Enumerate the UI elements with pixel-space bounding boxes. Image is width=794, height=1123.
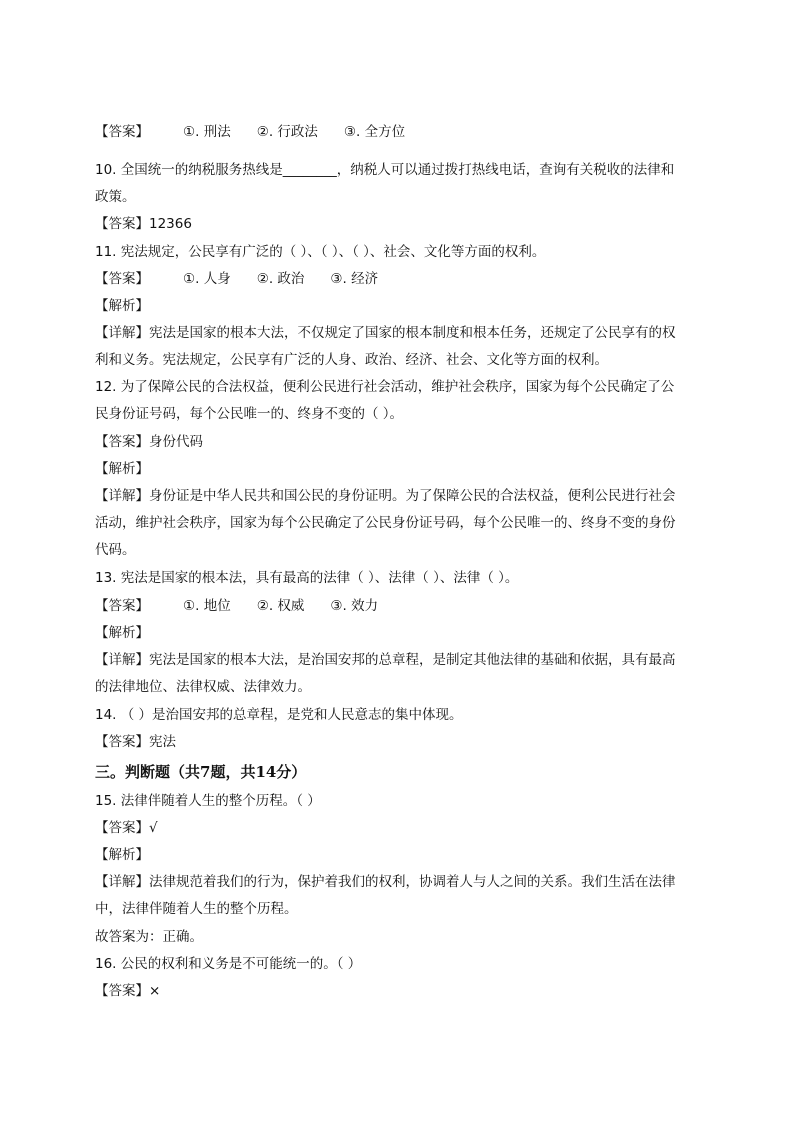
- answer-text: 12366: [149, 216, 192, 232]
- option-number: ①: [183, 271, 196, 287]
- answer-line: [95, 216, 705, 232]
- answer-text: 宪法是国家的根本大法，不仅规定了国家的根本制度和根本任务，还规定了公民享有的权: [149, 325, 676, 341]
- option-number: ②: [256, 598, 269, 614]
- text-line: 民身份证号码，每个公民唯一的、终身不变的（ ）。: [95, 406, 404, 422]
- option-text: . 全方位: [356, 124, 406, 140]
- answer-option: [344, 124, 405, 140]
- answer-line: [95, 434, 705, 450]
- answer-text: 宪法是国家的根本大法，是治国安邦的总章程，是制定其他法律的基础和依据，具有最高: [149, 652, 676, 668]
- text-line: 政策。: [95, 189, 136, 205]
- answer-text: 身份代码: [149, 434, 203, 450]
- answer-text: 身份证是中华人民共和国公民的身份证明。为了保障公民的合法权益，便利公民进行社会: [149, 488, 676, 504]
- answer-options-line: [95, 598, 705, 614]
- answer-options: [183, 271, 404, 287]
- section-heading: 三。判断题（共7题，共14分）: [95, 763, 307, 781]
- option-text: . 人身: [195, 271, 231, 287]
- answer-option: [257, 124, 318, 140]
- text-line: 故答案为：正确。: [95, 929, 203, 945]
- text-line: 代码。: [95, 542, 136, 558]
- answer-line: [95, 325, 705, 341]
- option-text: . 经济: [342, 271, 379, 287]
- answer-tag: 【解析】: [95, 298, 149, 314]
- text-line: 利和义务。宪法规定，公民享有广泛的人身、政治、经济、社会、文化等方面的权利。: [95, 352, 608, 368]
- answer-tag: 【答案】: [95, 734, 149, 750]
- answer-line: [95, 734, 705, 750]
- answer-line: [95, 652, 705, 668]
- answer-option: [330, 598, 378, 614]
- text-line: 14. （ ）是治国安邦的总章程，是党和人民意志的集中体现。: [95, 707, 463, 723]
- answer-option: [183, 271, 231, 287]
- text-line: 12. 为了保障公民的合法权益，便利公民进行社会活动，维护社会秩序，国家为每个公民确定了公: [95, 379, 675, 395]
- option-number: ①: [183, 124, 196, 140]
- option-number: ③: [343, 124, 357, 140]
- answer-tag: 【答案】: [95, 216, 149, 232]
- answer-text: √: [149, 820, 158, 836]
- answer-tag: 【解析】: [95, 461, 149, 477]
- answer-tag: 【答案】: [95, 820, 149, 836]
- answer-line: [95, 874, 705, 890]
- answer-line: [95, 820, 705, 836]
- option-text: . 行政法: [268, 124, 318, 140]
- option-number: ②: [256, 124, 269, 140]
- text-line: 11. 宪法规定，公民享有广泛的（ ）、（ ）、（ ）、社会、文化等方面的权利。: [95, 244, 546, 260]
- answer-line: [95, 461, 705, 477]
- option-number: ③: [330, 271, 343, 287]
- option-text: . 地位: [195, 598, 231, 614]
- answer-tag: 【详解】: [95, 325, 149, 341]
- answer-line: [95, 983, 705, 999]
- answer-option: [330, 271, 378, 287]
- answer-tag: 【答案】: [95, 124, 149, 140]
- answer-options-line: [95, 124, 705, 140]
- answer-option: [183, 124, 231, 140]
- option-number: ①: [183, 598, 196, 614]
- answer-options-line: [95, 271, 705, 287]
- answer-text: ×: [149, 983, 161, 999]
- answer-text: 法律规范着我们的行为，保护着我们的权利，协调着人与人之间的关系。我们生活在法律: [149, 874, 676, 890]
- option-text: . 刑法: [195, 124, 231, 140]
- answer-tag: 【答案】: [95, 983, 149, 999]
- answer-tag: 【详解】: [95, 488, 149, 504]
- answer-tag: 【解析】: [95, 625, 149, 641]
- text-line: 16. 公民的权利和义务是不可能统一的。（ ）: [95, 956, 362, 972]
- answer-line: [95, 488, 705, 504]
- answer-option: [257, 598, 305, 614]
- answer-tag: 【答案】: [95, 434, 149, 450]
- answer-text: 宪法: [149, 734, 176, 750]
- option-text: . 权威: [268, 598, 305, 614]
- answer-line: [95, 625, 705, 641]
- text-line: 活动，维护社会秩序，国家为每个公民确定了公民身份证号码，每个公民唯一的、终身不变的身份: [95, 515, 676, 531]
- text-line: 10. 全国统一的纳税服务热线是________，纳税人可以通过拨打热线电话，查询有关税收的法律和: [95, 162, 675, 178]
- answer-tag: 【详解】: [95, 874, 149, 890]
- text-line: 中，法律伴随着人生的整个历程。: [95, 901, 298, 917]
- answer-option: [257, 271, 305, 287]
- answer-tag: 【答案】: [95, 598, 149, 614]
- text-line: 的法律地位、法律权威、法律效力。: [95, 679, 311, 695]
- answer-tag: 【详解】: [95, 652, 149, 668]
- answer-options: [183, 598, 404, 614]
- answer-tag: 【答案】: [95, 271, 149, 287]
- option-number: ③: [330, 598, 343, 614]
- answer-tag: 【解析】: [95, 847, 149, 863]
- answer-option: [183, 598, 231, 614]
- answer-options: [183, 124, 431, 140]
- option-number: ②: [256, 271, 269, 287]
- answer-line: [95, 298, 705, 314]
- option-text: . 政治: [268, 271, 305, 287]
- text-line: 15. 法律伴随着人生的整个历程。（ ）: [95, 793, 321, 809]
- text-line: 13. 宪法是国家的根本法，具有最高的法律（ ）、法律（ ）、法律（ ）。: [95, 570, 519, 586]
- answer-line: [95, 847, 705, 863]
- option-text: . 效力: [342, 598, 379, 614]
